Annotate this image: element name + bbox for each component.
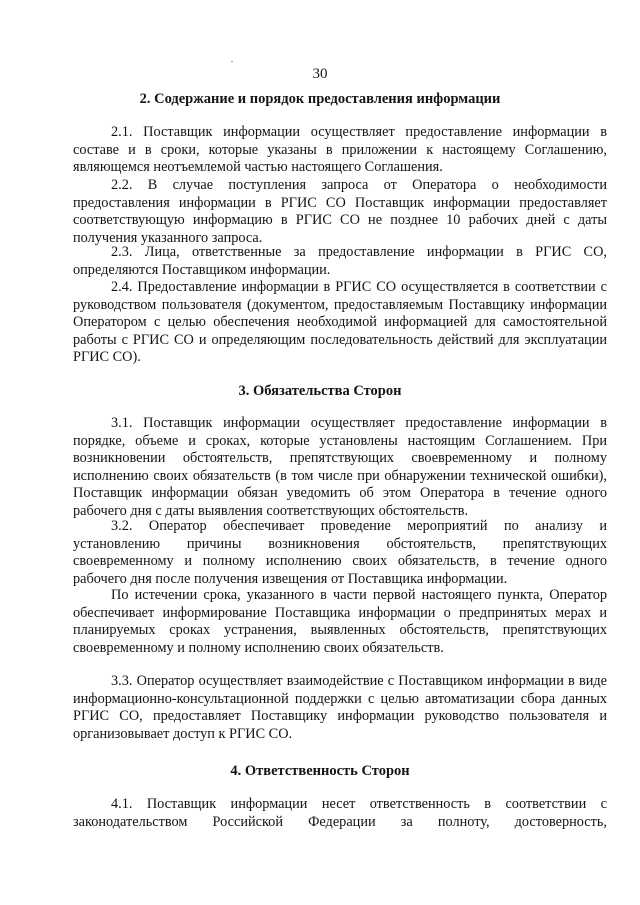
paragraph-2-4: 2.4. Предоставление информации в РГИС СО осуществляется в соответствии с руководством пользователя (документом, предоставляемым Поставщику информации Оператором с целью обеспечения необходимой информацией для самостоятельной работы с РГИС СО и определяющим последовательность действий для эксплуатации РГИС СО). [73, 279, 607, 366]
page-number: 30 [312, 66, 328, 82]
section-heading-4: 4. Ответственность Сторон [230, 763, 410, 779]
paragraph-3-2: 3.2. Оператор обеспечивает проведение мероприятий по анализу и установлению причины возникновения обстоятельств, препятствующих своевременному и полному исполнению своих обязательств, в течение одного рабочего дня после получения извещения от Поставщика информации. [73, 518, 607, 587]
paragraph-3-1: 3.1. Поставщик информации осуществляет предоставление информации в порядке, объеме и сроках, которые установлены настоящим Соглашением. При возникновении обстоятельств, препятствующих своевременному и полному исполнению своих обязательств (в том числе при обнаружении технической ошибки), Поставщик информации обязан уведомить об этом Оператора в течение одного рабочего дня с даты выявления соответствующих обстоятельств. [73, 415, 607, 519]
paragraph-3-2-continued: По истечении срока, указанного в части первой настоящего пункта, Оператор обеспечивает информирование Поставщика информации о предпринятых мерах и планируемых сроках устранения, выявленных обстоятельств, препятствующих своевременному и полному исполнению своих обязательств. [73, 587, 607, 656]
paragraph-2-2: 2.2. В случае поступления запроса от Оператора о необходимости предоставления информации в РГИС СО Поставщик информации предоставляет соответствующую информацию в РГИС СО не позднее 10 рабочих дней с даты получения указанного запроса. [73, 177, 607, 246]
paragraph-2-1: 2.1. Поставщик информации осуществляет предоставление информации в составе и в сроки, которые указаны в приложении к настоящему Соглашению, являющемся неотъемлемой частью настоящего Соглашения. [73, 124, 607, 176]
paragraph-3-3: 3.3. Оператор осуществляет взаимодействие с Поставщиком информации в виде информационно-консультационной поддержки с целью автоматизации сбора данных РГИС СО, предоставляет Поставщику информации руководство пользователя и организовывает доступ к РГИС СО. [73, 673, 607, 742]
section-heading-2: 2. Содержание и порядок предоставления информации [139, 91, 501, 107]
scan-speck [231, 61, 233, 62]
paragraph-2-3: 2.3. Лица, ответственные за предоставление информации в РГИС СО, определяются Поставщиком информации. [73, 244, 607, 278]
section-heading-3: 3. Обязательства Сторон [238, 383, 402, 399]
paragraph-4-1: 4.1. Поставщик информации несет ответственность в соответствии с законодательством Российской Федерации за полноту, достоверность, [73, 796, 607, 830]
